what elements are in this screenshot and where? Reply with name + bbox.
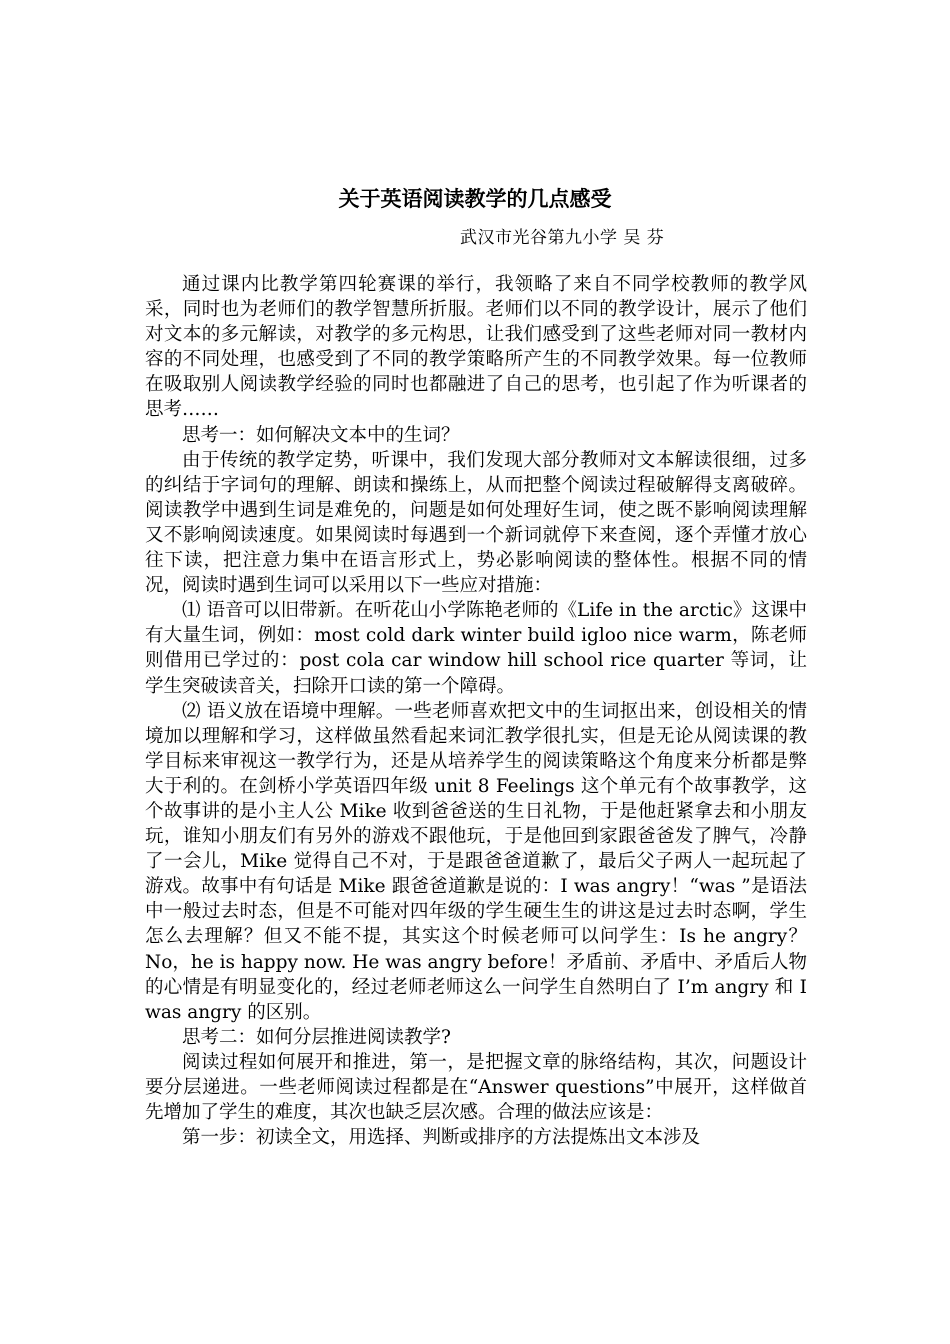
paragraph: 阅读过程如何展开和推进，第一，是把握文章的脉络结构，其次，问题设计要分层递进。一些老师阅读过程都是在“Answer questions”中展开，这样做首先增加了学生的难度，其次也缺乏层次感。合理的做法应该是： [145, 1051, 807, 1124]
paragraph-step-1: 第一步：初读全文，用选择、判断或排序的方法提炼出文本涉及 [182, 1127, 701, 1149]
document-title: 关于英语阅读教学的几点感受 [338, 187, 612, 211]
section-heading-1: 思考一：如何解决文本中的生词？ [182, 424, 460, 446]
article-body [145, 272, 807, 1150]
paragraph-item-2: ⑵ 语义放在语境中理解。一些老师喜欢把文中的生词抠出来，创设相关的情境加以理解和学习，这样做虽然看起来词汇教学很扎实，但是无论从阅读课的教学目标来审视这一教学行为，还是从培养学生的阅读策略这个角度来分析都是弊大于利的。在剑桥小学英语四年级 unit 8 Feelings 这个单元有个故事教学，这个故事讲的是小主人公 Mike 收到爸爸送的生日礼物，于是他赶紧拿去和小朋友玩，谁知小朋友们有另外的游戏不跟他玩，于是他回到家跟爸爸发了脾气，冷静了一会儿，Mike 觉得自己不对，于是跟爸爸道歉了，最后父子两人一起玩起了游戏。故事中有句话是 Mike 跟爸爸道歉是说的：I was angry！“was ”是语法中一般过去时态，但是不可能对四年级的学生硬生生的讲这是过去时态啊，学生怎么去理解？但又不能不提，其实这个时候老师可以问学生：Is he angry？No，he is happy now. He was angry before！矛盾前、矛盾中、矛盾后人物的心情是有明显变化的，经过老师老师这么一问学生自然明白了 I’m angry 和 I was angry 的区别。 [145, 700, 808, 1023]
paragraph-intro: 通过课内比教学第四轮赛课的举行，我领略了来自不同学校教师的教学风采，同时也为老师们的教学智慧所折服。老师们以不同的教学设计，展示了他们对文本的多元解读，对教学的多元构思，让我们感受到了这些老师对同一教材内容的不同处理，也感受到了不同的教学策略所产生的不同教学效果。每一位教师在吸取别人阅读教学经验的同时也都融进了自己的思考，也引起了作为听课者的思考…… [145, 274, 807, 421]
paragraph-item-1: ⑴ 语音可以旧带新。在听花山小学陈艳老师的《Life in the arctic》这课中有大量生词，例如：most cold dark winter build igloo nice warm，陈老师则借用已学过的：post cola car window hill school rice quarter 等词，让学生突破读音关，扫除开口读的第一个障碍。 [145, 600, 807, 697]
paragraph: 由于传统的教学定势，听课中，我们发现大部分教师对文本解读很细，过多的纠结于字词句的理解、朗读和操练上，从而把整个阅读过程破解得支离破碎。阅读教学中遇到生词是难免的，问题是如何处理好生词，使之既不影响阅读理解又不影响阅读速度。如果阅读时每遇到一个新词就停下来查阅，逐个弄懂才放心往下读，把注意力集中在语言形式上，势必影响阅读的整体性。根据不同的情况，阅读时遇到生词可以采用以下一些应对措施： [145, 449, 807, 597]
author-line: 武汉市光谷第九小学 吴 芬 [460, 228, 665, 248]
section-heading-2: 思考二：如何分层推进阅读教学? [182, 1026, 451, 1048]
